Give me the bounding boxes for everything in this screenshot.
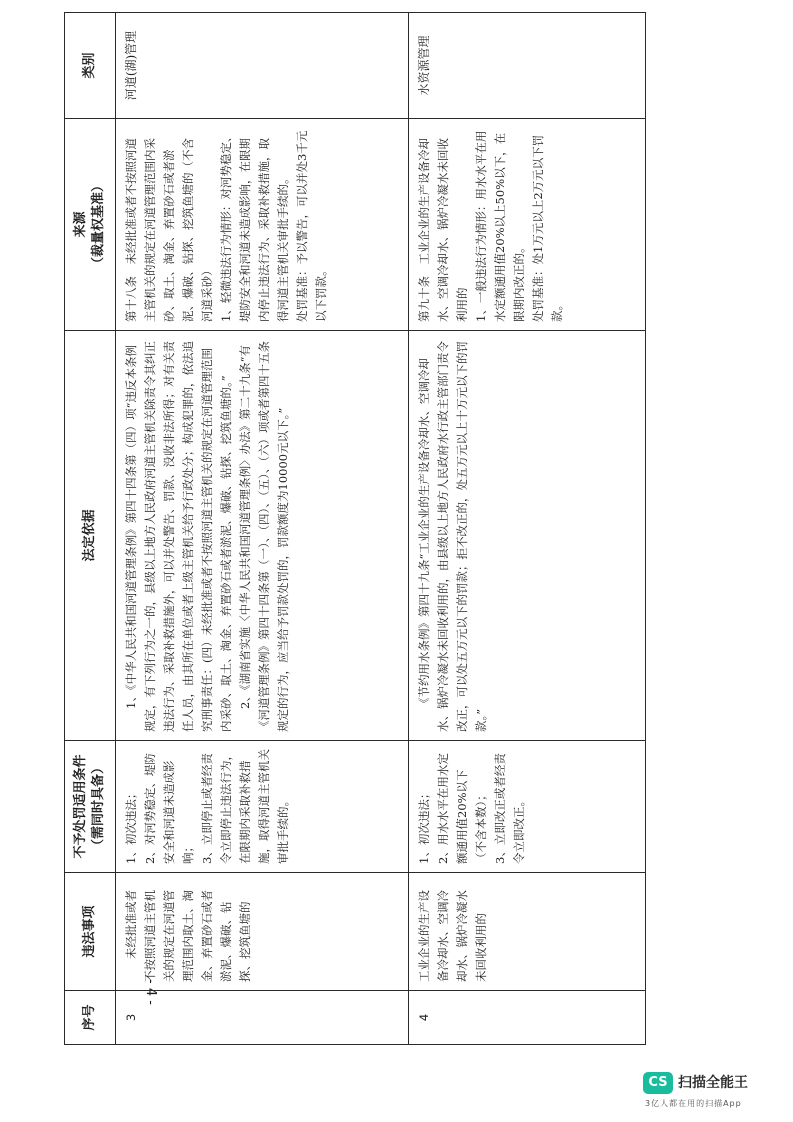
row-conditions bbox=[409, 741, 646, 873]
condition-item: 1、初次违法； bbox=[124, 787, 138, 864]
watermark-tagline: 3亿人都在用的扫描App bbox=[645, 1099, 742, 1108]
source-paragraph: 1、一般违法行为情形：用水水平在用水定额通用值20%以上50%以下，在限期内改正的。 bbox=[474, 130, 527, 322]
violation-text: 未经批准或者不按照河道主管机关的规定在河道管理范围内取土、淘金、弃置砂石或者淤泥、爆破、钻探、挖筑鱼塘的 bbox=[124, 890, 252, 982]
row-legal-basis bbox=[409, 331, 646, 741]
header-category: 类别 bbox=[65, 13, 116, 119]
row-violation bbox=[409, 873, 646, 991]
row-category: 水资源管理 bbox=[409, 13, 646, 119]
condition-item: 3、立即停止或者经责令立即停止违法行为，在限期内采取补救措施，取得河道主管机关审批手续的。 bbox=[200, 749, 290, 864]
row-source bbox=[116, 119, 409, 331]
basis-paragraph: 2、《湖南省实施〈中华人民共和国河道管理条例〉办法》第二十九条“有《河道管理条例》第四十四条第（一）、（四）、（五）、（六）项或者第四十五条规定的行为，应当给予罚款处罚的，罚款额度为10000元以下。” bbox=[238, 341, 290, 732]
basis-paragraph: 《节约用水条例》第四十九条“工业企业的生产设备冷却水、空调冷却水、锅炉冷凝水未回收利用的，由县级以上地方人民政府水行政主管部门责令改正，可以处五万元以下的罚款；拒不改正的，处五万元以上十万元以下的罚款。” bbox=[417, 341, 489, 732]
source-paragraph: 1、轻微违法行为情形：对河势稳定、堤防安全和河道未造成影响，在限期内停止违法行为、采取补救措施，取得河道主管机关审批手续的。 bbox=[219, 130, 290, 322]
header-seq: 序号 bbox=[65, 991, 116, 1045]
condition-item: 1、初次违法； bbox=[417, 787, 432, 864]
table-row bbox=[116, 13, 409, 1045]
condition-item: 2、用水水平在用水定额通用值20%以下（不含本数）； bbox=[436, 753, 489, 864]
row-seq: 4 bbox=[409, 991, 646, 1045]
row-conditions bbox=[116, 741, 409, 873]
row-seq: 3 bbox=[116, 991, 409, 1045]
penalty-table bbox=[64, 12, 646, 1045]
header-legal-basis: 法定依据 bbox=[65, 331, 116, 741]
header-no-penalty-conditions: 不予处罚适用条件 （需同时具备） bbox=[65, 741, 116, 873]
row-legal-basis bbox=[116, 331, 409, 741]
source-paragraph: 第九十条 工业企业的生产设备冷却水、空调冷却水、锅炉冷凝水未回收利用的 bbox=[417, 138, 470, 322]
condition-item: 3、立即改正或者经责令立即改正。 bbox=[493, 753, 527, 864]
condition-item: 2、对河势稳定、堤防安全和河道未造成影响； bbox=[143, 753, 195, 864]
header-violation: 违法事项 bbox=[65, 873, 116, 991]
page-number: - 4 - bbox=[143, 979, 158, 1005]
row-violation bbox=[116, 873, 409, 991]
header-source: 来源 （裁量权基准） bbox=[65, 119, 116, 331]
table-header-row bbox=[65, 13, 116, 1045]
violation-text: 工业企业的生产设备冷却水、空调冷却水、锅炉冷凝水未回收利用的 bbox=[417, 890, 489, 982]
row-category: 河道(湖)管理 bbox=[116, 13, 409, 119]
row-source bbox=[409, 119, 646, 331]
scanner-watermark bbox=[643, 1070, 783, 1112]
source-paragraph: 处罚基准：处1万元以上2万元以下罚款。 bbox=[531, 134, 565, 322]
source-paragraph: 处罚基准：予以警告，可以并处3千元以下罚款。 bbox=[295, 130, 328, 322]
basis-paragraph: 1、《中华人民共和国河道管理条例》第四十四条第（四）项“违反本条例规定，有下列行为之一的，县级以上地方人民政府河道主管机关除责令其纠正违法行为、采取补救措施外，可以并处警告、罚款、没收非法所得；对有关责任人员，由其所在单位或者上级主管机关给予行政处分；构成犯罪的，依法追究刑事责任：(四）未经批准或者不按照河道主管机关的规定在河道管理范围内采砂、取土、淘金、弃置砂石或者淤泥、爆破、钻探、挖筑鱼塘的。” bbox=[124, 341, 233, 732]
source-paragraph: 第十八条 未经批准或者不按照河道主管机关的规定在河道管理范围内采砂、取土、淘金、弃置砂石或者淤泥、爆破、钻探、挖筑鱼塘的（不含河道采砂） bbox=[124, 138, 214, 322]
table-row bbox=[409, 13, 646, 1045]
rotated-table-wrapper bbox=[64, 13, 646, 1045]
camscanner-logo-icon: CS bbox=[643, 1072, 673, 1094]
watermark-app-name: 扫描全能王 bbox=[678, 1075, 748, 1091]
